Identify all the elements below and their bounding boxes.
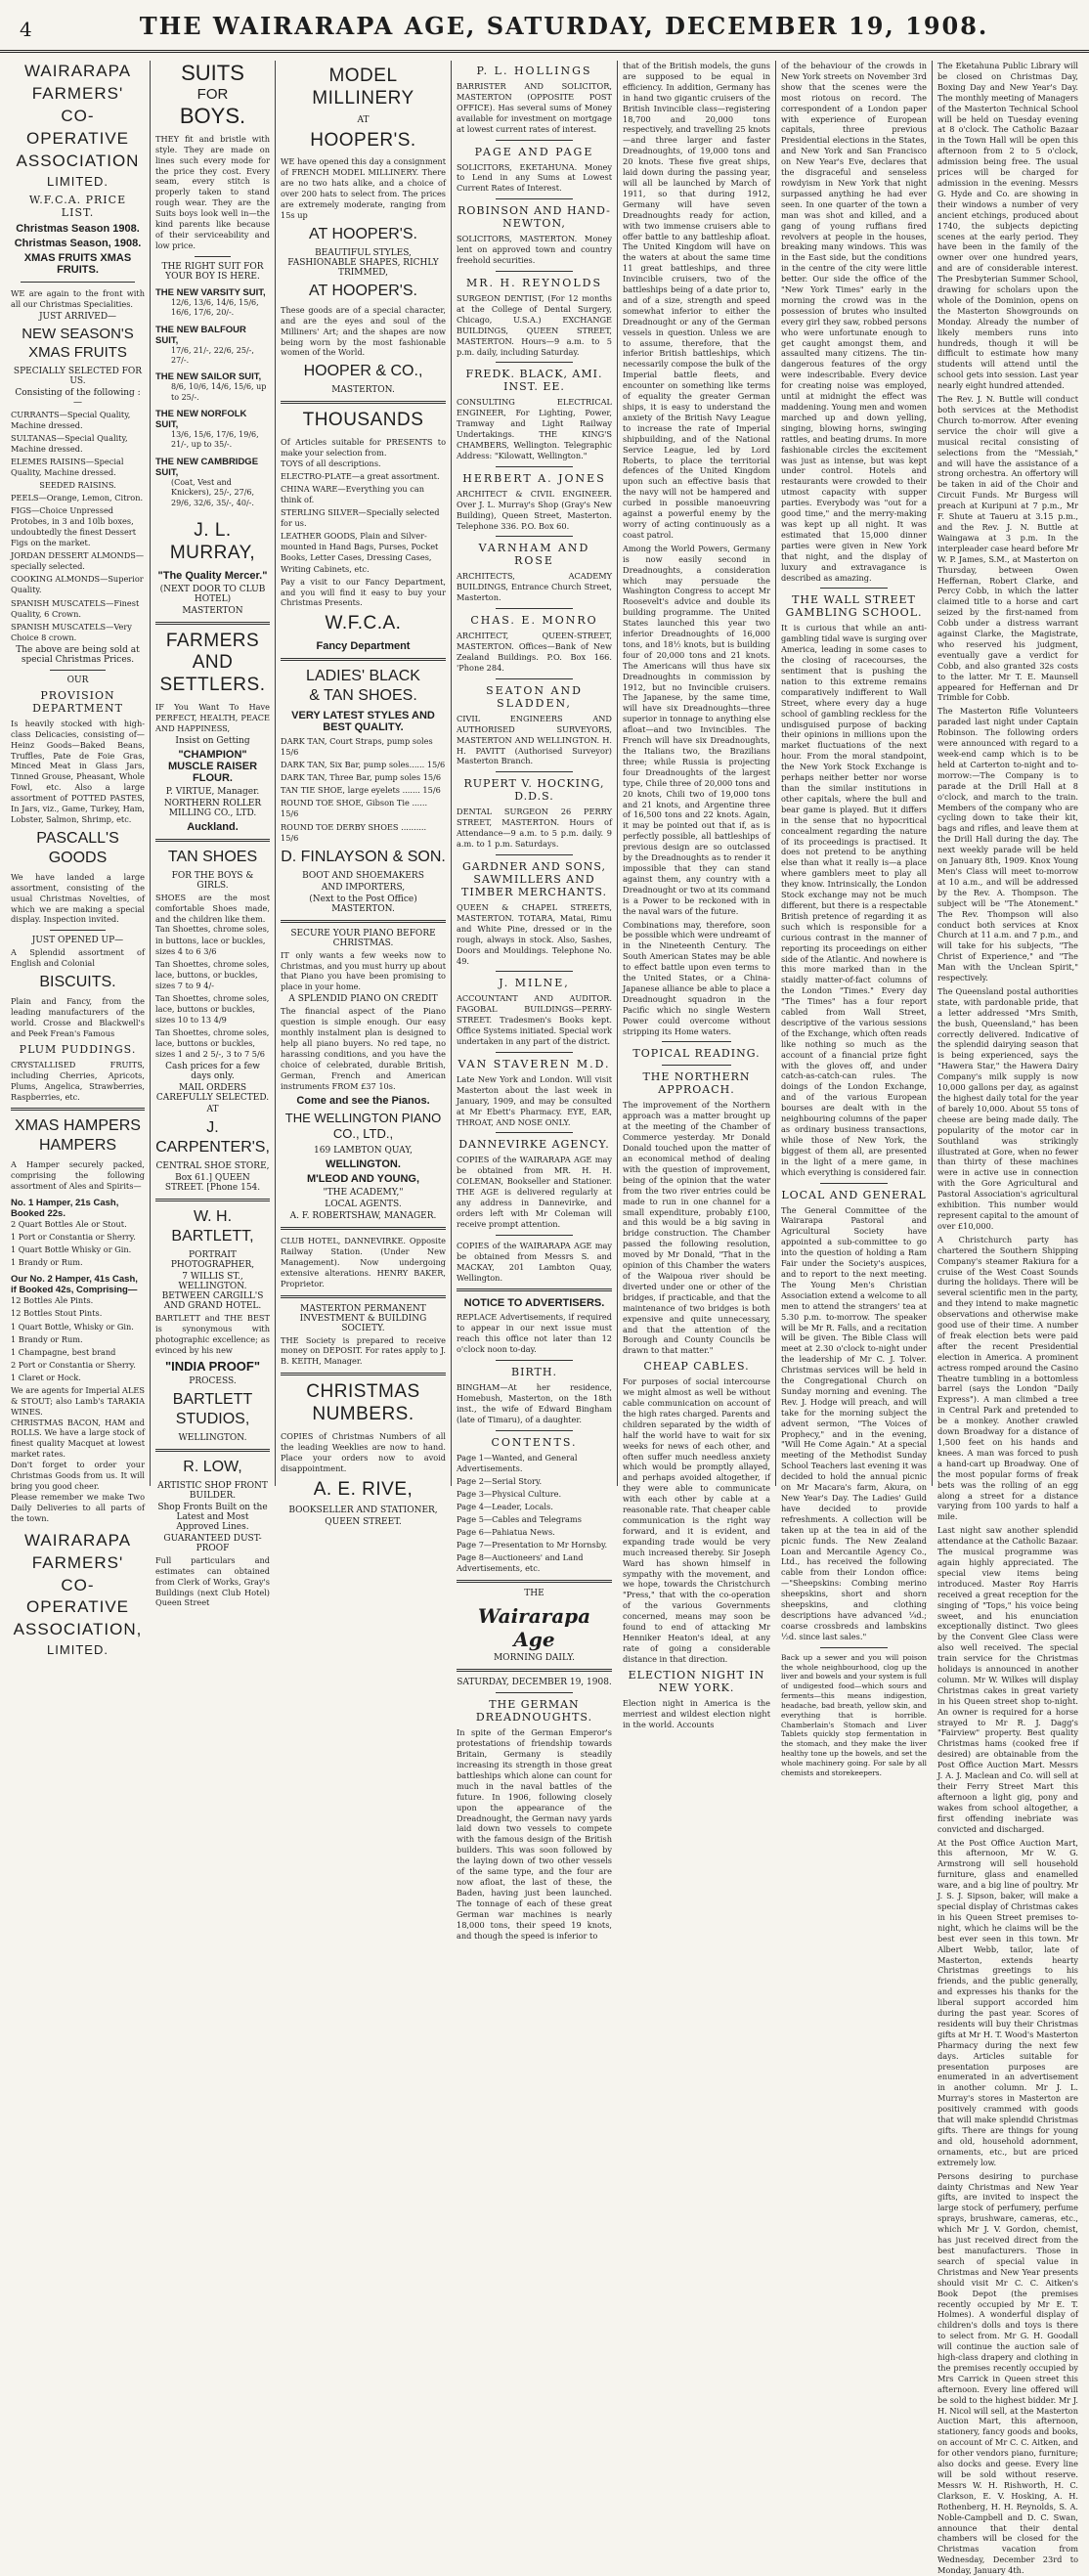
wfca-header: WAIRARAPA FARMERS' CO-OPERATIVE ASSOCIATION LIMITED.: [16, 62, 140, 189]
local-notes-3: The Masterton Rifle Volunteers paraded last night under Captain Robinson. The following orders were announced with regard to a week-end camp which is to be held at Carterton to-night and to-morrow:—The Company is to parade at the Drill Hall at 8 o'clock, and march to the train. Members of the company who are cycling down to take their kit, bags and rifles, and leave them at the Drill Hall during the day. The next weekly parade will be held on January 8th, 1909. Knox Young Men's Class will meet to-morrow at 10 a.m., and will be addressed by the Rev. A. Thompson. The subject will be "The Atonement." The Rev. Thompson will also conduct both services at Knox Church at 11 a.m. and 7 p.m., and will take for his subjects, "The Christ of Experience," and "The Man with the Unclean Spirit," respectively.: [937, 706, 1078, 983]
local-notes-4: The Queensland postal authorities state, with pardonable pride, that a letter addressed "Mrs Smith, the bush, Queensland," has been correctly delivered. Indicative of the splendid dairying season that is being experienced, says the "Hawera Star," the Hawera Dairy Company's milk supply is now 10,000 gallons per day, as against the highest daily total for the year of barely 10,000. About 55 tons of cheese are being made daily. The popularity of the motor car in Southland was strikingly illustrated at Gore, when no fewer than thirty of these machines were in active use in connection with the Gore Agricultural and Pastoral Association's agricultural exhibition. This number would represent capital to the amount of over £10,000.: [937, 985, 1078, 1231]
election-night-heading: ELECTION NIGHT IN NEW YORK.: [628, 1668, 765, 1694]
delivery-note: Please remember we make Two Daily Deliveries to all parts of the town.: [11, 1491, 145, 1523]
contents-list: [457, 1453, 612, 1575]
dreadnoughts-paragraph-2: Among the World Powers, Germany is now easily second in Dreadnoughts, a consideration which may persuade the Washington Congress to accept Mr Roosevelt's advice and double its building programme. The United States launched this year two inferior Dreadnoughts of 16,000 tons, and 18½ knots, but is building four of 20,000 tons and 21 knots. The Americans will thus have six Dreadnoughts in commission by 1912, but no Invincible cruisers. The Japanese, by the same time, will have six Dreadnoughts—three superior in tonnage to anything else afloat—and two Invincibles. The French will have six Dreadnoughts, the Italians two, the Brazilians three; while Russia is projecting four Dreadnoughts of the largest type, Chile three of 20,000 tons and 20 knots, Chili two of 19,000 tons and 21 knots, and Argentine three of 16,500 tons and 22 knots. Again, it may be pointed out that if, as is perfectly possible, all battleships of previous design are so outclassed by the Dreadnoughts as to render it impossible that they can stand against them, any country with a Dreadnought or two at its command is a Power to be reckoned with in the naval wars of the future.: [623, 543, 770, 916]
millinery-body: WE have opened this day a consignment of FRENCH MODEL MILLINERY. There are no two hats alike, and a choice of over 200 hats to select from. The prices are extremely moderate, ranging from 15s up: [281, 156, 446, 220]
ladies-sub: VERY LATEST STYLES AND BEST QUALITY.: [291, 710, 435, 734]
at-label: AT: [206, 1105, 219, 1115]
list-item: 1 Quart Bottle, Whisky or Gin.: [11, 1321, 134, 1332]
card-gardner: GARDNER AND SONS, SAWMILLERS AND TIMBER MERCHANTS.: [461, 859, 607, 898]
list-item: CHINA WARE—Everything you can think of.: [281, 484, 425, 505]
consisting-line: Consisting of the following :—: [15, 387, 141, 408]
list-item: LEATHER GOODS, Plain and Silver-mounted in Hand Bags, Purses, Pocket Books, Letter Cases, Dressing Cases, Writing Cabinets, etc.: [281, 531, 439, 574]
hooper-co: HOOPER & CO.,: [303, 363, 423, 380]
list-item: TAN TIE SHOE, large eyelets ....... 15/6: [281, 785, 441, 796]
list-item: SULTANAS—Special Quality, Machine dressed.: [11, 432, 128, 454]
notice-advertisers: NOTICE TO ADVERTISERS.: [463, 1297, 605, 1310]
suit-name: THE NEW VARSITY SUIT,: [155, 286, 266, 298]
list-item: 1 Champagne, best brand: [11, 1346, 116, 1357]
election-night-body: Election night in America is the merriest and wildest election night in the world. Accounts: [623, 1697, 770, 1729]
bartlett-name: W. H. BARTLETT,: [171, 1208, 254, 1245]
hamper-2-list: [11, 1295, 145, 1382]
card-reynolds: MR. H. REYNOLDS: [465, 276, 602, 289]
list-item: Page 8—Auctioneers' and Land Advertisements, etc.: [457, 1552, 584, 1574]
biscuits-body: Plain and Fancy, from the leading manufacturers of the world. Crosse and Blackwell's and Peek Frean's Famous: [11, 996, 145, 1038]
millinery-title: MODEL MILLINERY: [312, 65, 414, 109]
tan-shoes-title: TAN SHOES: [167, 848, 258, 865]
list-item: CURRANTS—Special Quality, Machine dressed.: [11, 409, 131, 430]
list-item: Page 7—Presentation to Mr Hornsby.: [457, 1540, 608, 1550]
carpenter-name: J. CARPENTER'S,: [155, 1119, 270, 1157]
list-item: DARK TAN, Six Bar, pump soles...... 15/6: [281, 760, 446, 770]
at-hoopers-2: AT HOOPER'S.: [309, 282, 417, 299]
suit-name: THE NEW BALFOUR SUIT,: [155, 324, 246, 346]
list-item: Page 1—Wanted, and General Advertisements.: [457, 1452, 578, 1473]
the-label: THE: [524, 1589, 544, 1599]
tan-shoes-body: SHOES are the most comfortable Shoes made, and the children like them.: [155, 892, 270, 924]
cheap-cables-body: For purposes of social intercourse we might almost as well be without cable communication on account of the high rates charged. Parents and children separated by the width of half the world have to wait for six weeks for news of each other, and often suffer much needless anxiety which would be promptly allayed, and perhaps avoided altogether, if they were able to communicate with each other by cable at a reasonable rate. That cheaper cable communication is the right way forward, and it is evident, and expanding trade would be very much increased thereby. Sir Joseph Ward has shown himself in sympathy with the movement, and we hope, towards the Christchurch "Press," that with the co-operation of the various Governments concerned, means may soon be found to end of attacking Mr Henniker Heaton's ideal, at any rate of going a considerable distance in that direction.: [623, 1376, 770, 1664]
list-item: PEELS—Orange, Lemon, Citron.: [11, 492, 144, 502]
milling-company: NORTHERN ROLLER MILLING CO., LTD.: [163, 798, 262, 818]
chamberlain-ad: Back up a sewer and you will poison the whole neighbourhood, clog up the liver and bowels and your system is full of undigested food—which sours and ferments—this means indigestion, headache, bad breath, yellow skin, and everything that is horrible. Chamberlain's Stomach and Liver Tablets quickly stop fermentation in the stomach, and they make the liver healthy tone up the bowels, and set the whole machinery going. For sale by all chemists and storekeepers.: [781, 1652, 927, 1777]
hamper-1-list: [11, 1219, 145, 1268]
bartlett-address: 7 WILLIS ST., WELLINGTON. BETWEEN CARGILL'S AND GRAND HOTEL.: [161, 1272, 264, 1312]
price-list-title: W.F.C.A. PRICE LIST.: [28, 194, 127, 220]
list-item: ELEMES RAISINS—Special Quality, Machine dressed.: [11, 456, 124, 477]
rive-name: A. E. RIVE,: [313, 1478, 414, 1500]
xmas-fruits-line: XMAS FRUITS XMAS FRUITS.: [23, 252, 132, 277]
carpenter-address: Box 61.] QUEEN STREET. [Phone 154.: [164, 1173, 261, 1194]
list-item: Page 6—Pahiatua News.: [457, 1527, 555, 1538]
virtue-manager: P. VIRTUE, Manager.: [165, 786, 260, 797]
local-agents: LOCAL AGENTS.: [325, 1200, 402, 1210]
bartlett-body: BARTLETT and THE BEST is synonymous with photographic excellence; as evinced by his new: [155, 1313, 270, 1355]
wellington-piano-co: THE WELLINGTON PIANO CO., LTD.,: [284, 1110, 442, 1141]
our-label: OUR: [66, 675, 89, 685]
list-item: ROUND TOE SHOE, Gibson Tie ...... 15/6: [281, 798, 428, 819]
column-1: [6, 61, 151, 1658]
list-item: JORDAN DESSERT ALMONDS—specially selected.: [11, 550, 145, 572]
piano-body: IT only wants a few weeks now to Christmas, and you must hurry up about that Piano you have been promising to place in your home.: [281, 949, 446, 992]
christmas-numbers-title: CHRISTMAS NUMBERS.: [306, 1381, 420, 1425]
farmers-body: IF You Want To Have PERFECT, HEALTH, PEACE AND HAPPINESS,: [155, 702, 270, 733]
murray-town: MASTERTON: [182, 605, 243, 616]
insist-line: Insist on Getting: [175, 735, 250, 746]
lambton-quay: 169 LAMBTON QUAY,: [314, 1146, 413, 1157]
local-notes-5: A Christchurch party has chartered the Southern Shipping Company's steamer Rakiura for a cruise of the West Coast Sounds during the holidays. There will be several scientific men in the party, and they intend to make magnetic observations and otherwise make good use of their time. A number of freak election bets were paid after the recent Presidential election in America. A prominent actress romped around the Casino Theatre tumbling in a bottomless barrel (says the London "Daily Express"). A man climbed a tree in Central Park and pretended to be a monkey. Another crawled down Broadway for a distance of 1,500 feet on his hands and knees. A man was forced to push a hand-cart up Broadway. One of the most popular forms of freak bets was the rolling of an egg along a street for a distance varying from 100 yards to half a mile.: [937, 1234, 1078, 1522]
biscuits-title: BISCUITS.: [39, 974, 116, 991]
dreadnoughts-body: In spite of the German Emperor's protestations of friendship towards Britain, Germany is steadily increasing its strength in those great battleships which alone can count for much in the naval battles of the future. In 1906, following closely upon the appearance of the Dreadnought, the German navy yards laid down two vessels to compete with the famous design of the British builders. This was soon followed by the laying down of two other vessels of the same type, and the four are now afloat, the last of these, the Baden, having just been launched. The tonnage of each of these great German war machines is nearly 18,000 tons, their speed 19 knots, and though the speed is inferior to: [457, 1727, 612, 1941]
hampers-body: A Hamper securely packed, comprising the following assortment of Ales and Spirits—: [11, 1159, 145, 1192]
list-item: Page 4—Leader, Locals.: [457, 1501, 553, 1511]
list-item: Page 3—Physical Culture.: [457, 1488, 562, 1499]
at-label: AT: [357, 114, 370, 125]
list-item: DARK TAN, Court Straps, pump soles 15/6: [281, 736, 433, 758]
piano-head: SECURE YOUR PIANO BEFORE CHRISTMAS.: [290, 928, 436, 948]
club-hotel: CLUB HOTEL, DANNEVIRKE. Opposite Railway Station. (Under New Management). Now undergoing extensive alterations. HENRY BAKER, Proprietor.: [281, 1236, 446, 1288]
beautiful-styles: BEAUTIFUL STYLES, FASHIONABLE SHAPES, RICHLY TRIMMED,: [287, 247, 439, 278]
copies-wellington: COPIES of the WAIRARAPA AGE may be obtained from Messrs S. and MACKAY, 201 Lambton Quay, Wellington.: [457, 1240, 612, 1283]
list-item: Tan Shoettes, chrome soles, lace, buttons or buckles, sizes 10 to 13 4/9: [155, 992, 270, 1025]
editorial-date: SATURDAY, DECEMBER 19, 1908.: [457, 1678, 612, 1688]
northern-approach-heading: THE NORTHERN APPROACH.: [642, 1070, 751, 1097]
mleod-young: M'LEOD AND YOUNG,: [306, 1173, 420, 1186]
new-season-headline: NEW SEASON'S XMAS FRUITS: [22, 326, 134, 361]
dreadnoughts-continued: that of the British models, the guns are supposed to be equal in efficiency. In addition, Germany has in hand two gigantic cruisers of the British Invincible class—registering 18,700 and 20,000 tons respectively, and travelling 25 knots—and three larger and faster Dreadnoughts, of 19,000 tons and 20 knots. These five great ships, laid down during the passing year, will all be launched by March of 1911, so that during 1912, Germany will have seven Dreadnoughts ready for action, with two immense cruisers able to offer battle to any battleship afloat. The United Kingdom will have on the waters at about the same time 11 great battleships, and three Invincible cruisers, two of the battleships being of a date prior to, and of a size, strength and speed somewhat inferior to either the Dreadnought or any of the German vessels in question. Unless we are to assume, therefore, that the inferior British battleships, which necessarily compose the bulk of the Imperial battle fleets, and encounter on something like terms of equality the greater German ships, it is easy to understand the anxiety of the British Navy League to increase the rate of Imperial shipbuilding, and of the National Service League, led by Lord Roberts, to place the territorial defences of the United Kingdom upon such an effective basis that the navy will not be hampered and curbed in possible manoeuvring against a powerful enemy by the worry of acting continuously as a coast patrol.: [623, 61, 770, 540]
season-line-2: Christmas Season, 1908.: [14, 238, 142, 250]
local-notes-6: Last night saw another splendid attendance at the Catholic Bazaar. The musical programme was again highly appreciated. The special view items being introduced. Master Roy Harris received a great reception for the singing of "Tops," his voice being sweet, and his enunciation exceptionally distinct. Two glees by the Convent Glee Class were also well received. The special train service for the Christmas holidays is announced in another column. Mr W. Wilkes will display Christmas cakes in great variety in his Queen street shop to-night. An owner is required for a horse strayed to Mr R. J. Dagg's "Fairview" property. Best quality Christmas hams (cooked free if desired) are obtainable from the Post Office Auction Mart. Messrs J. A. J. Maclean and Co. will sell at their Ferry Street Mart this afternoon a light gig, pony and wakes from school altogether, a first offending inebriate was convicted and discharged.: [937, 1525, 1078, 1834]
academy: "THE ACADEMY,": [323, 1188, 404, 1199]
suit-name: THE NEW CAMBRIDGE SUIT,: [155, 456, 259, 478]
numbers-body: COPIES of Christmas Numbers of all the leading Weeklies are now to hand. Place your orders now to avoid disappointment.: [281, 1430, 446, 1473]
wall-street-heading: THE WALL STREET GAMBLING SCHOOL.: [785, 593, 923, 620]
suit-name: THE NEW SAILOR SUIT,: [155, 371, 262, 383]
crystallised-fruits: CRYSTALLISED FRUITS, including Cherries, Apricots, Plums, Angelica, Strawberries, Raspberries, etc.: [11, 1059, 145, 1102]
finlayson-name: D. FINLAYSON & SON.: [281, 848, 446, 865]
suit-list: [155, 287, 270, 508]
list-item: ROUND TOE DERBY SHOES .......... 15/6: [281, 821, 427, 843]
wellington: WELLINGTON.: [326, 1158, 401, 1171]
fruit-list: [11, 410, 145, 643]
list-item: 1 Claret or Hock.: [11, 1372, 81, 1382]
permanent-society: MASTERTON PERMANENT INVESTMENT & BUILDING SOCIETY.: [299, 1303, 427, 1333]
suit-prices: 17/6, 21/-, 22/6, 25/-, 27/-.: [171, 345, 254, 365]
hooper-town: MASTERTON.: [331, 385, 395, 396]
wall-street-body: It is curious that while an anti-gambling tidal wave is surging over America, leading in some cases to the closing of racecourses, the sentiment that is pushing the nation to this extreme remains comparatively indifferent to Wall Street, where every day a huge school of gambling reckless for the undisguised purpose of backing their opinions in millions upon the market fluctuations of the next hour. From the moral standpoint, the New York Stock Exchange is perhaps neither better nor worse than the similar institutions in other capitals, where the bull and bear game is played. But it differs in the sense that no hypocritical concealment regarding the nature of its proceedings is practised. It does not pretend to be anything else than what it really is—a place where gamblers meet to play all they know. Intrinsically, the London Stock exchange may not be much different, but there is a respectable British pretence of regarding it as such which is responsible for a curious contrast in the manner of reporting its proceedings on either side of the Atlantic. And nowhere is this more marked than in the staidly matter-of-fact columns of the London "Times." Every day "The Times" has a four report cabled from Wall Street, descriptive of the various sessions of the Exchange, which often reads like nothing so much as the account of a financial prize fight with the gloves off, and under catch-as-catch-can rules. The doings of the London Exchange, and of the various European bourses are dealt with in the neighbouring columns of the paper as ordinary business transactions, while those of New York, the biggest of them all, are presented in the light of a mere game, in which everything is considered fair.: [781, 623, 927, 1177]
column-3: [276, 61, 452, 1528]
thousands-body: Of Articles suitable for PRESENTS to make your selection from.: [281, 437, 446, 458]
card-hocking: RUPERT V. HOCKING, D.D.S.: [463, 777, 605, 804]
wfca-title: W.F.C.A.: [325, 613, 402, 634]
topical-reading: TOPICAL READING.: [632, 1047, 761, 1061]
local-notes-2: The Rev. J. N. Buttle will conduct both services at the Methodist Church to-morrow. After evening service the choir will give a musical recital consisting of selections from the "Messiah," and will have the assistance of a strong orchestra. An offertory will be taken in aid of the Choir and Circuit Funds. Mr Burgess will preach at Kuripuni at 7 p.m., Mr F. Shute at Taueru at 3.15 p.m., and the Rev. J. N. Buttle at Waingawa at 3 p.m. In the interpleader case heard before Mr W. P. James, S.M., at Masterton on Thursday, between Owen Heffernan, Robert Clarke, and Percy Cobb, in which the latter claimed title to a horse and cart seized by the first-named from Cobb under a distress warrant against Clarke, the Magistrate, who reserved his judgment, eventually gave a verdict for Cobb, and also granted 32s costs to the latter. Mr T. E. Maunsell appeared for Heffernan and Dr Trimble for Cobb.: [937, 394, 1078, 703]
bartlett-studios: BARTLETT STUDIOS,: [172, 1390, 253, 1427]
dust-proof: GUARANTEED DUST-PROOF: [163, 1533, 262, 1553]
low-line: ARTISTIC SHOP FRONT BUILDER.: [157, 1480, 268, 1501]
column-5: [618, 61, 776, 1729]
list-item: STERLING SILVER—Specially selected for us.: [281, 507, 440, 529]
list-item: SPANISH MUSCATELS—Finest Quality, 6 Crown.: [11, 597, 140, 619]
card-page-and-page: PAGE AND PAGE: [474, 145, 594, 158]
card-hollings: P. L. HOLLINGS: [476, 65, 592, 77]
list-item: DARK TAN, Three Bar, pump soles 15/6: [281, 772, 442, 783]
robertshaw: A. F. ROBERTSHAW, MANAGER.: [289, 1211, 437, 1222]
northern-approach-body: The improvement of the Northern approach was a matter brought up at the meeting of the Chamber of Commerce yesterday. Mr Donald Donald touched upon the matter of an economical method of dealing with the question of improvement, being of the opinion that the water from the two river entries could be made to run in one channel for a small expenditure, probably £100, and this would be a big saving in bridge construction. The Chamber passed the following resolution, moved by Mr Donald, "That in the opinion of this Chamber the waters of the Waipoua river should be diverted under one or other of the bridges, if practicable, and that the maintenance of two bridges is both expensive and quite unnecessary, and that the attention of the Borough and County Councils be drawn to that matter.": [623, 1100, 770, 1356]
suit-prices: (Coat, Vest and Knickers), 25/-, 27/6, 29/6, 32/6, 35/-, 40/-.: [171, 477, 255, 507]
cash-prices: Cash prices for a few days only.: [165, 1062, 260, 1082]
studios-town: WELLINGTON.: [178, 1432, 247, 1443]
hamper-2-title: Our No. 2 Hamper, 41s Cash, if Booked 42s, Comprising—: [11, 1274, 138, 1296]
carpenter-sub: CENTRAL SHOE STORE,: [155, 1161, 270, 1172]
suits-for-boys-title: SUITS FOR BOYS.: [179, 61, 246, 129]
plum-puddings: PLUM PUDDINGS.: [19, 1042, 137, 1056]
card-monro: CHAS. E. MONRO: [470, 614, 598, 628]
low-name: R. LOW,: [183, 1458, 242, 1475]
at-hoopers-1: AT HOOPER'S.: [309, 225, 417, 242]
right-suit: THE RIGHT SUIT FOR YOUR BOY IS HERE.: [161, 261, 264, 282]
on-credit: A SPLENDID PIANO ON CREDIT: [288, 994, 438, 1005]
dont-forget: Don't forget to order your Christmas Goods from us. It will bring you good cheer.: [11, 1460, 145, 1492]
suit-name: THE NEW NORFOLK SUIT,: [155, 409, 247, 431]
list-item: 1 Brandy or Rum.: [11, 1257, 83, 1268]
election-continued: of the behaviour of the crowds in New York streets on November 3rd show that the scenes were the most riotous on record. The correspondent of a London paper with experience of European capitals, three previous Presidential elections in the States, and New York and San Francisco on New Year's Eve, declares that the disgraceful and senseless rowdyism in New York that night surpassed anything he had ever seen. In one quarter of the town a man was shot and killed, and a gang of young ruffians fired revolvers at people in the houses, breaking many windows. This was in the East side, but the conditions in the centre of the city were little better. Our side the office of the "New York Times" early in the morning the crowd was in the possession of brutes who insulted every girl they saw, robbed persons who were unfortunate enough to get caught amongst them, and assaulted many citizens. The tin-dangerous features of the orgy were indescribable. Every device for creating noise was employed, until at midnight the effect was maddening. Young men and women marched up and down yelling, singing, blowing horns, swinging rattles, and beating drums. In more fashionable circles the excitement was just as intense, but was kept under control. Hotels and restaurants were crowded to their utmost capacity with supper parties. Everybody was "out for a good time," and the merry-making was kept up all night. It was estimated that 15,000 dinner parties were given in New York that night, and the display of luxury and extravagance is described as amazing.: [781, 61, 927, 583]
suit-prices: 12/6, 13/6, 14/6, 15/6, 16/6, 17/6, 20/-.: [171, 297, 259, 318]
wairarapa-age-logo: Wairarapa Age: [477, 1604, 591, 1652]
list-item: 12 Bottles Ale Pints.: [11, 1295, 94, 1306]
newspaper-masthead-title: THE WAIRARAPA AGE, SATURDAY, DECEMBER 19, 1908.: [139, 12, 989, 40]
list-item: Tan Shoettes, chrome soles, lace, buttons, or buckles, sizes 7 to 9 4/-: [155, 958, 270, 990]
finlayson-sub: BOOT AND SHOEMAKERS: [302, 870, 424, 881]
list-item: SEEDED RAISINS.: [39, 479, 116, 490]
list-item: SPANISH MUSCATELS—Very Choice 8 crown.: [11, 621, 132, 642]
auckland: Auckland.: [187, 820, 239, 833]
dreadnoughts-paragraph-3: Combinations may, therefore, soon be possible which were undreamt of in the Nineteenth Century. The South American States may be able to effect battle upon even terms to the United States, or a China-Japanese alliance be able to place a Dreadnought squadron in the Pacific which no single Western Power could overcome without stripping its Home waters.: [623, 919, 770, 1036]
hamper-1-title: No. 1 Hamper, 21s Cash, Booked 22s.: [11, 1198, 119, 1220]
column-4: P. L. HOLLINGS BARRISTER AND SOLICITOR, MASTERTON (OPPOSITE POST OFFICE). Has several sums of Money available for investment on mortgage at lowest current rates of interest. PAGE AND PAGE SOLICITORS, EKETAHUNA. Money to Lend in any Sums at Lowest Current Rates of Interest. ROBINSON AND HAND-NEWTON, SOLICITORS, MASTERTON. Money lent on approved town and country freehold securities. MR. H. REYNOLDS SURGEON DENTIST, (For 12 months at the College of Dental Surgery, Chicago, U.S.A.) EXCHANGE BUILDINGS, QUEEN STREET, MASTERTON. Hours—9 a.m. to 5 p.m. daily, including Saturday. FREDK. BLACK, AMI. INST. EE. CONSULTING ELECTRICAL ENGINEER, For Lighting, Power, Tramway and Light Railway Undertakings. THE KING'S CHAMBERS, Wellington. Telegraphic Address: "Kilowatt, Wellington." HERBERT A. JONES ARCHITECT & CIVIL ENGINEER. Over J. L. Murray's Shop (Gray's New Building), Queen Street, Masterton. Telephone 336. P.O. Box 60. VARNHAM AND ROSE ARCHITECTS, ACADEMY BUILDINGS, Entrance Church Street, Masterton. CHAS. E. MONRO ARCHITECT, QUEEN-STREET, MASTERTON. Offices—Bank of New Zealand Buildings. P.O. Box 166. 'Phone 284. SEATON AND SLADDEN, CIVIL ENGINEERS AND AUTHORISED SURVEYORS, MASTERTON AND WELLINGTON. H. H. PAVITT (Authorised Surveyor) Masterton Branch. RUPERT V. HOCKING, D.D.S. DENTAL SURGEON 26 PERRY STREET, MASTERTON. Hours of Attendance—9 a.m. to 5 p.m. daily. 9 a.m. to 1 p.m. Saturdays. GARDNER AND SONS, SAWMILLERS AND TIMBER MERCHANTS. QUEEN & CHAPEL STREETS, MASTERTON. TOTARA, Matai, Rimu and White Pine, dressed or in the rough, always in stock. Also, Sashes, Doors and Mouldings. Telephone No. 49. J. MILNE, ACCOUNTANT AND AUDITOR. FAGOBAL BUILDINGS—PERRY-STREET. Tradesmen's Books kept. Office Systems initiated. Special work undertaken in any part of the district. VAN STAVEREN M.D. Late New York and London. Will visit Masterton about the last week in January, 1909, and may be consulted at Mr Ebett's Pharmacy. EYE, EAR, THROAT, AND NOSE ONLY. DANNEVIRKE AGENCY. COPIES of the WAIRARAPA AGE may be obtained from MR. H. H. COLEMAN, Bookseller and Stationer. THE AGE is delivered regularly at any address in Dannevirke, and orders left with Mr Coleman will receive prompt attention. COPIES of the WAIRARAPA AGE may be obtained from Messrs S. and MACKAY, 201 Lambton Quay, Wellington. NOTICE TO ADVERTISERS. REPLACE Advertisements, if required to appear in our next issue must reach this office not later than 12 o'clock noon to-day. BIRTH. BINGHAM—At her residence, Homebush, Masterton, on the 18th inst., the wife of Edward Bingham (late of Timaru), of a daughter. CONTENTS. Page 1—Wanted, and General Advertisements. Page 2—Serial Story. Page 3—Physical Culture. Page 4—Leader, Locals. Page 5—Cables and Telegrams Page 6—Pahiatua News. Page 7—Presentation to Mr Hornsby. Page 8—Auctioneers' and Land Advertisements, etc. THE Wairarapa Age MORNING DAILY. SATURDAY, DECEMBER 19, 1908. THE GERMAN DREADNOUGHTS. In spite of the German Emperor's protestations of friendship towards Britain, Germany is steadily increasing its strength in those great battleships which alone can count for much in the naval battles of the future. In 1906, following closely upon the appearance of the Dreadnought, the German navy yards laid down two vessels to compete with the famous design of the British builders. This was soon followed by the laying down of two other vessels of the same type, and the four are now afloat, the last of these, the Baden, having just been launched. The tonnage of each of these great German war machines is nearly 18,000 tons, their speed 19 knots, and though the speed is inferior to: [452, 61, 618, 1486]
come-see-pianos: Come and see the Pianos.: [296, 1094, 430, 1107]
cheap-cables-heading: CHEAP CABLES.: [643, 1360, 750, 1374]
biscuits-intro: A Splendid assortment of English and Colonial: [11, 947, 145, 969]
birth-heading: BIRTH.: [511, 1366, 557, 1379]
intro-text: WE are again to the front with all our Christmas Specialities.: [11, 288, 145, 310]
masthead: [0, 0, 1089, 53]
card-van-staveren: VAN STAVEREN M.D.: [457, 1057, 611, 1070]
finlayson-importers: AND IMPORTERS,: [321, 882, 406, 893]
mail-orders: MAIL ORDERS CAREFULLY SELECTED.: [155, 1083, 270, 1104]
murray-address: (NEXT DOOR TO CLUB HOTEL): [159, 584, 266, 604]
list-item: 1 Port or Constantia or Sherry.: [11, 1232, 136, 1243]
list-item: 1 Quart Bottle Whisky or Gin.: [11, 1244, 132, 1255]
tan-shoes-sub: FOR THE BOYS & GIRLS.: [171, 870, 254, 891]
card-seaton: SEATON AND SLADDEN,: [486, 683, 583, 710]
wfca-footer: WAIRARAPA FARMERS' CO-OPERATIVE ASSOCIATION, LIMITED.: [13, 1530, 143, 1658]
specially-selected: SPECIALLY SELECTED FOR US.: [13, 366, 143, 386]
farmers-settlers-title: FARMERS AND SETTLERS.: [159, 630, 266, 696]
rive-street: QUEEN STREET.: [325, 1517, 402, 1528]
tan-shoe-prices: [155, 924, 270, 1060]
list-item: Tan Shoettes, chrome soles, lace, buttons or buckles, sizes 1 and 2 5/-, 3 to 7 5/6: [155, 1027, 270, 1060]
finlayson-address: (Next to the Post Office) MASTERTON.: [309, 894, 417, 914]
ladies-prices: [281, 736, 446, 844]
fancy-department: Fancy Department: [316, 640, 411, 653]
card-black: FREDK. BLACK, AMI. INST. EE.: [465, 368, 603, 394]
provision-department: PROVISION DEPARTMENT: [32, 688, 123, 715]
low-footer: Full particulars and estimates can obtained from Clerk of Works, Gray's Buildings (next Club Hotel) Queen Street: [155, 1554, 270, 1608]
card-varnham: VARNHAM AND ROSE: [478, 542, 590, 568]
list-item: 2 Quart Bottles Ale or Stout.: [11, 1219, 127, 1230]
list-item: TOYS of all descriptions.: [281, 458, 381, 468]
list-item: 12 Bottles Stout Pints.: [11, 1308, 103, 1319]
dreadnoughts-heading: THE GERMAN DREADNOUGHTS.: [475, 1698, 593, 1725]
pascall-goods-title: PASCALL'S GOODS: [36, 829, 119, 866]
morning-daily: MORNING DAILY.: [493, 1653, 576, 1664]
provision-body: Is heavily stocked with high-class Delicacies, consisting of—Heinz Goods—Baked Beans, Truffles, Pate de Foie Gras, Minced Meat in Glass Jars, Tinned Grouse, Pheasant, Whole Fowl, etc. Also a large assortment of POTTED PASTES, In Jars, viz., Game, Turkey, Ham, Lobster, Salmon, Shrimp, etc.: [11, 718, 145, 824]
credit-body: The financial aspect of the Piano question is simple enough. Our easy monthly instalment plan is designed to help all piano buyers. No red tape, no harassing conditions, and you have the choice of celebrated, durable British, German, French and American instruments FROM £37 10s.: [281, 1006, 446, 1091]
hoopers-title: HOOPER'S.: [310, 129, 416, 151]
list-item: Page 2—Serial Story.: [457, 1475, 543, 1486]
process-label: PROCESS.: [189, 1375, 237, 1386]
agents-note: We are agents for Imperial ALES & STOUT; also Lamb's TARAKIA WINES.: [11, 1384, 145, 1417]
dannevirke-agency: DANNEVIRKE AGENCY.: [458, 1138, 610, 1152]
murray-tagline: "The Quality Mercer.": [157, 569, 268, 582]
card-jones: HERBERT A. JONES: [462, 471, 606, 485]
column-2: [151, 61, 276, 1608]
just-opened: JUST OPENED UP—: [31, 936, 124, 946]
list-item: ELECTRO-PLATE—a great assortment.: [281, 471, 440, 482]
ladies-shoes-title: LADIES' BLACK & TAN SHOES.: [306, 668, 420, 705]
local-notes-7: At the Post Office Auction Mart, this afternoon, Mr W. G. Armstrong will sell household furniture, glass and enamelled ware, and a big line of poultry. Mr J. S. J. Sipson, baker, will make a special display of Christmas cakes in his Queen Street premises to-night, which he claims will be the best ever seen in this town. Mr Albert Webb, tailor, late of Masterton, extends hearty Christmas greetings to his friends, and the public generally, and expresses his thanks for the liberal support accorded him during the past year. Scores of residents will buy their Christmas gifts at Mr H. T. Wood's Masterton Pharmacy during the next few days. Articles suitable for presentation purposes are enumerated in an advertisement in another column. Mr J. L. Murray's stores in Masterton are positively crammed with goods that will make splendid Christmas gifts. There are things for young and old, household adornment, ornaments, etc., but are priced extremely low.: [937, 1837, 1078, 2167]
contents-heading: CONTENTS.: [491, 1435, 578, 1449]
season-line-1: Christmas Season 1908.: [16, 223, 140, 236]
pay-visit: Pay a visit to our Fancy Department, and you will find it easy to buy your Christmas Presents.: [281, 576, 446, 608]
murray-name: J. L. MURRAY,: [169, 520, 256, 563]
xmas-hampers-title: XMAS HAMPERS HAMPERS: [15, 1117, 141, 1155]
list-item: 2 Port or Constantia or Sherry.: [11, 1359, 136, 1370]
column-7: [933, 61, 1083, 2576]
card-milne: J. MILNE,: [499, 977, 570, 990]
suits-intro: THEY fit and bristle with style. They are made on lines such every mode for the price they cost. Every seam, every stitch is properly taken to stand rough wear. They are the Suits boys look well in—the kind parents like because of their serviceability and low price.: [155, 133, 270, 250]
column-6: [776, 61, 933, 1777]
low-body: Shop Fronts Built on the Latest and Most Approved Lines.: [157, 1502, 268, 1532]
special-prices-note: The above are being sold at special Christmas Prices.: [16, 644, 140, 665]
champion-flour: "CHAMPION" MUSCLE RAISER FLOUR.: [167, 748, 258, 784]
suit-prices: 13/6, 15/6, 17/6, 19/6, 21/-, up to 35/-.: [171, 430, 259, 450]
suit-prices: 8/6, 10/6, 14/6, 15/6, up to 25/-.: [171, 382, 267, 402]
special-body: These goods are of a special character, and are the eyes and soul of the Milliners' Art; and the shapes are now being worn by the most fashionable women of the World.: [281, 304, 446, 358]
bartlett-line: PORTRAIT PHOTOGRAPHER,: [170, 1250, 255, 1271]
bacon-note: CHRISTMAS BACON, HAM and ROLLS. We have a large stock of finest quality Macquet at lowest market rates.: [11, 1417, 145, 1460]
local-notes-8: Persons desiring to purchase dainty Christmas and New Year gifts, are invited to inspect the large stock of perfumery, perfume sprays, brushware, cameras, etc., which Mr J. V. Gordon, chemist, has just received direct from the best manufacturers. Those in search of special value in Christmas and New Year presents should visit Mr C. C. Aitken's Book Depot (the premises recently occupied by Mr E. T. Holmes). A wonderful display of children's dolls and toys is there to select from. Mr G. H. Goodall will continue the auction sale of high-class drapery and clothing in the premises recently occupied by Mrs Carrick in Queen street this afternoon. Every line offered will be sold to the highest bidder. Mr J. H. Nicol will sell, at the Masterton Auction Mart, this afternoon, stationery, fancy goods and books, on account of Mr C. C. Aitken, and for other vendors piano, furniture; also docks and geese. Every line will be sold without reserve. Messrs W. H. Rishworth, H. C. Clarkson, E. V. Hosking, A. H. Rothenberg, H. H. Reynolds, S. A. Noble-Campbell and D. C. Swan, announce that their dental chambers will be closed for the Christmas vacation from Wednesday, December 23rd to Monday, January 4th.: [937, 2170, 1079, 2576]
card-robinson: ROBINSON AND HAND-NEWTON,: [457, 204, 611, 231]
list-item: Page 5—Cables and Telegrams: [457, 1514, 582, 1524]
presents-list: [281, 458, 446, 575]
list-item: COOKING ALMONDS—Superior Quality.: [11, 574, 144, 595]
rive-sub: BOOKSELLER AND STATIONER,: [288, 1506, 438, 1516]
list-item: FIGS—Choice Unpressed Protobes, in 3 and 10lb boxes, undoubtedly the finest Dessert Figs on the market.: [11, 505, 137, 548]
local-general-body: The General Committee of the Wairarapa Pastoral and Agricultural Society have appointed a sub-committee to go into the question of holding a Ram Fair under the Society's auspices, and to report to the next meeting. The Young Men's Christian Association extend a welcome to all men to attend the strangers' tea at 5.30 p.m. to-morrow. The speaker will be Mr R. Falls, and a recitation will be given. The Bible Class will meet at 2.30 o'clock to-night under the leadership of Mr C. J. Tolver. Christmas services will be held in the Congregational Church on Sunday morning and evening. The Rev. J. Hodge will preach, and will take for the morning subject the advent sermon, "The Voices of Prophecy," and in the evening, "Will He Come Again." At a special meeting of the Methodist Sunday School Teachers last evening it was decided to hold the annual picnic on Mr Macara's farm, Akura, on New Year's Day. The Ladies' Guild have decided to provide refreshments. A collection will be taken up at the tea in aid of the picnic funds. The New Zealand Loan and Mercantile Agency Co., Ltd., has received the following cable from their London office:—"Sheepskins: Combing merino sheepskins, short and shorn sheepskins, and clothing descriptions have advanced ¼d.; coarse crossbreds and lambskins ½d. since last sales.": [781, 1204, 927, 1641]
pascall-body: We have landed a large assortment, consisting of the usual Christmas Novelties, of which we are making a special display. Inspection invited.: [11, 871, 145, 925]
page-number: 4: [20, 18, 32, 41]
local-general-heading: LOCAL AND GENERAL: [781, 1188, 927, 1201]
thousands-title: THOUSANDS: [302, 410, 424, 431]
permanent-body: THE Society is prepared to receive money on DEPOSIT. For rates apply to J. B. KEITH, Manager.: [281, 1334, 446, 1367]
list-item: Tan Shoettes, chrome soles, in buttons, lace or buckles, sizes 4 to 6 3/6: [155, 924, 270, 956]
just-arrived: JUST ARRIVED—: [38, 312, 117, 323]
india-proof: "INDIA PROOF": [164, 1358, 261, 1374]
local-notes-1: The Eketahuna Public Library will be closed on Christmas Day, Boxing Day and New Year's Day. The monthly meeting of Managers of the Masterton Technical School will be held on Tuesday evening at 8 o'clock. The Catholic Bazaar in the Town Hall will be open this afternoon from 2 to 5 o'clock, admission being free. The usual prices will be charged for admission in the evening. Messrs G. Hyde and Co. are showing in their windows a number of very ancient etchings, produced about 1740, the subjects depicting scenes at the early period. They have been in the family of the owner over one hundred years, and are of considerable interest. The Presbyterian Summer School, drawing for scholars upon the whole of the Dominion, opens on the Masterton Showgrounds on Monday. Already the number of likely members runs into hundreds, though it will be difficult to estimate how many students will attend until the school gets into session. Last year nearly eight hundred attended.: [937, 61, 1078, 391]
list-item: 1 Brandy or Rum.: [11, 1333, 83, 1344]
